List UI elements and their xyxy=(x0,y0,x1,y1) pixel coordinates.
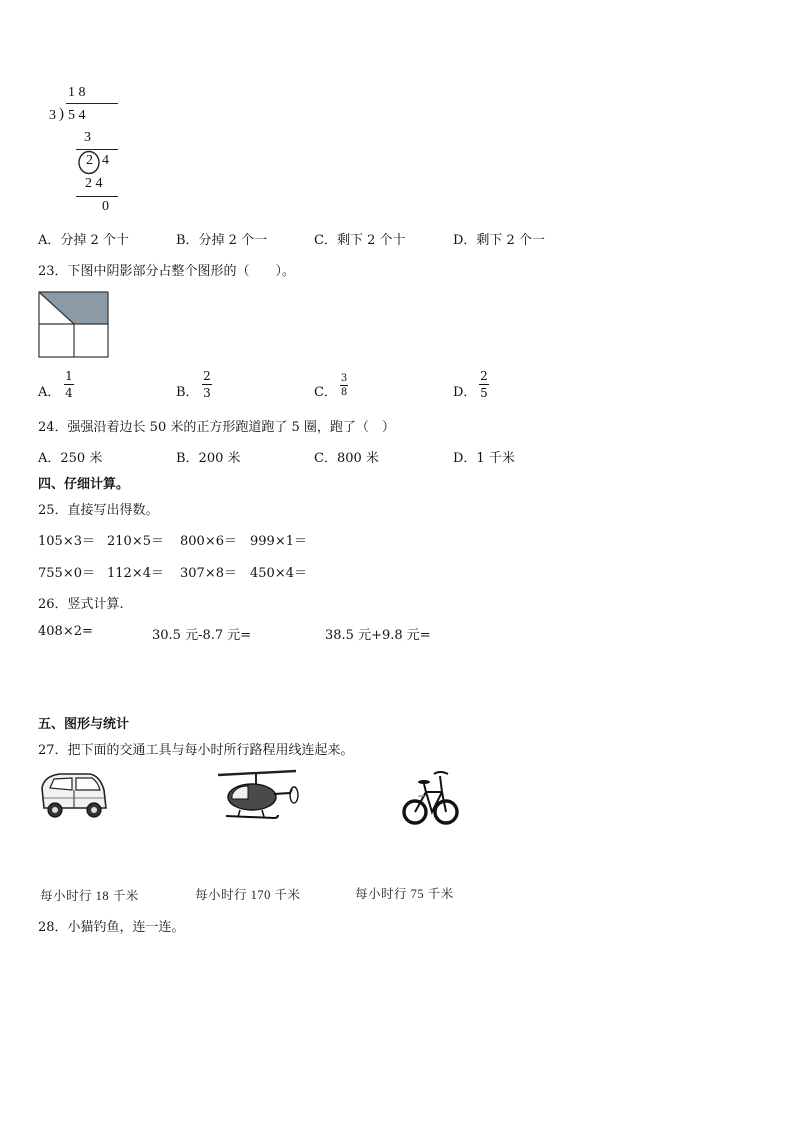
q25-row2-item: 112×4＝ xyxy=(107,566,164,581)
q24-option-c[interactable]: C．800 米 xyxy=(314,451,379,466)
q23-text: 23．下图中阴影部分占整个图形的（ ）。 xyxy=(38,264,296,279)
q25-row2-item: 307×8＝ xyxy=(180,566,237,581)
speed-label-18: 每小时行 18 千米 xyxy=(40,889,139,903)
car-icon xyxy=(38,768,110,824)
q23-option-a-fraction xyxy=(64,369,74,400)
long-division-figure xyxy=(44,82,154,218)
q23-option-b-fraction xyxy=(202,369,212,400)
q26-item: 38.5 元+9.8 元= xyxy=(325,628,431,643)
q23-option-d-letter[interactable]: D． xyxy=(453,385,477,400)
q23-option-c-fraction xyxy=(340,373,348,398)
denominator: 4 xyxy=(65,386,73,400)
q22-option-b[interactable]: B．分掉 2 个一 xyxy=(176,233,268,248)
q25-row2-item: 450×4＝ xyxy=(250,566,307,581)
q24-option-d[interactable]: D．1 千米 xyxy=(453,451,515,466)
q27-text: 27．把下面的交通工具与每小时所行路程用线连起来。 xyxy=(38,743,354,758)
q22-option-d[interactable]: D．剩下 2 个一 xyxy=(453,233,545,248)
speed-label-170: 每小时行 170 千米 xyxy=(195,888,301,902)
division-bracket: ) xyxy=(59,106,64,122)
q23-option-a-letter[interactable]: A． xyxy=(38,385,61,400)
circled-digit: 2 xyxy=(86,153,93,168)
numerator: 3 xyxy=(340,373,348,384)
dividend: 5 4 xyxy=(68,108,86,123)
circle-mark xyxy=(77,150,101,175)
denominator: 3 xyxy=(203,386,211,400)
q25-row1-item: 999×1＝ xyxy=(250,534,307,549)
bicycle-icon xyxy=(402,766,460,828)
q22-option-c[interactable]: C．剩下 2 个十 xyxy=(314,233,406,248)
step-1: 3 xyxy=(84,130,91,145)
q23-shaded-region xyxy=(39,292,108,324)
q25-row1-item: 105×3＝ xyxy=(38,534,95,549)
q25-row1-item: 210×5＝ xyxy=(107,534,164,549)
step-3-rule xyxy=(76,196,118,197)
quotient: 1 8 xyxy=(68,85,86,100)
speed-label-75: 每小时行 75 千米 xyxy=(355,887,454,901)
q23-option-d-fraction xyxy=(479,369,489,400)
q24-option-a[interactable]: A．250 米 xyxy=(38,451,103,466)
q23-option-b-letter[interactable]: B． xyxy=(176,385,199,400)
helicopter-icon xyxy=(216,767,302,827)
remainder: 0 xyxy=(102,199,109,214)
q28-text: 28．小猫钓鱼，连一连。 xyxy=(38,920,185,935)
q25-text: 25．直接写出得数。 xyxy=(38,503,159,518)
step-2-rest: 4 xyxy=(102,153,109,168)
numerator: 1 xyxy=(65,369,73,383)
step-3: 2 4 xyxy=(85,176,103,191)
division-bar xyxy=(66,103,118,104)
q26-item: 30.5 元-8.7 元= xyxy=(152,628,252,643)
q26-text: 26．竖式计算. xyxy=(38,597,124,612)
numerator: 2 xyxy=(480,369,488,383)
numerator: 2 xyxy=(203,369,211,383)
section-4-title: 四、仔细计算。 xyxy=(38,477,130,492)
denominator: 5 xyxy=(480,386,488,400)
q23-shaded-figure xyxy=(38,291,110,359)
q23-option-c-letter[interactable]: C． xyxy=(314,385,337,400)
q25-row2-item: 755×0＝ xyxy=(38,566,95,581)
denominator: 8 xyxy=(340,387,348,398)
q24-option-b[interactable]: B．200 米 xyxy=(176,451,241,466)
section-5-title: 五、图形与统计 xyxy=(38,717,130,732)
q25-row1-item: 800×6＝ xyxy=(180,534,237,549)
q24-text: 24．强强沿着边长 50 米的正方形跑道跑了 5 圈，跑了（ ） xyxy=(38,420,395,435)
q26-item: 408×2= xyxy=(38,624,93,639)
divisor: 3 xyxy=(49,108,56,123)
q22-option-a[interactable]: A．分掉 2 个十 xyxy=(38,233,129,248)
